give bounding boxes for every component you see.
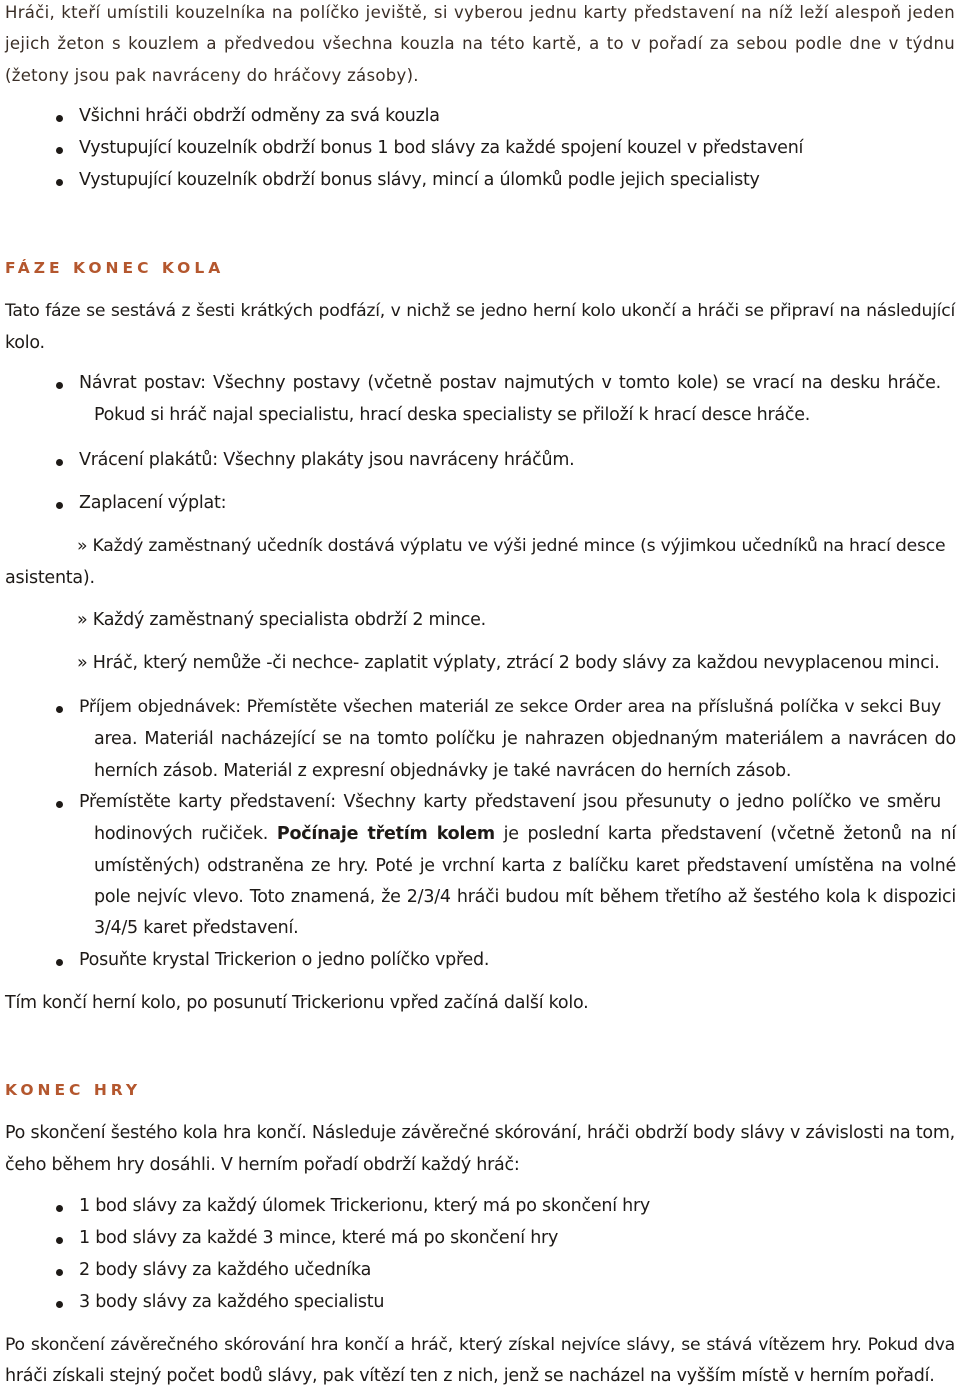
bullet-icon (56, 1301, 63, 1308)
return-posters: Vrácení plakátů: Všechny plakáty jsou navráceny hráčům. (79, 450, 575, 470)
advance-crystal: Posuňte krystal Trickerion o jedno políčko vpřed. (79, 950, 490, 970)
return-characters-line-1: Návrat postav: Všechny postavy (včetně postav najmutých v tomto kole) se vrací na desku hráče. (79, 373, 941, 393)
move-cards-line-1: Přemístěte karty představení: Všechny karty představení jsou přesunuty o jedno políčko ve směru (79, 792, 941, 812)
performance-bullet-1: Všichni hráči obdrží odměny za svá kouzla (79, 106, 440, 126)
end-game-intro-line-1: Po skončení šestého kola hra končí. Následuje závěrečné skórování, hráči obdrží body slávy v závislosti na tom, (5, 1123, 955, 1143)
receive-orders-line-1: Příjem objednávek: Přemístěte všechen materiál ze sekce Order area na příslušná políčka v sekci Buy (79, 697, 941, 717)
wage-sub-3: » Hráč, který nemůže -či nechce- zaplatit výplaty, ztrácí 2 body slávy za každou nevyplacenou minci. (77, 653, 940, 673)
scoring-bullet-3: 2 body slávy za každého učedníka (79, 1260, 372, 1280)
performance-bullet-2: Vystupující kouzelník obdrží bonus 1 bod slávy za každé spojení kouzel v představení (79, 138, 804, 158)
move-cards-line-2-pre: hodinových ručiček. (94, 824, 269, 844)
end-round-intro-line-2: kolo. (5, 333, 45, 353)
end-game-closing-line-2: hráči získali stejný počet bodů slávy, pak vítězí ten z nich, jenž se nacházel na vyšším místě v herním pořadí. (5, 1366, 935, 1386)
end-round-closing: Tím končí herní kolo, po posunutí Trickerionu vpřed začíná další kolo. (5, 993, 589, 1013)
intro-line-1: Hráči, kteří umístili kouzelníka na políčko jeviště, si vyberou jednu karty představení na níž leží alespoň jeden (5, 3, 955, 22)
return-characters-line-2: Pokud si hráč najal specialistu, hrací deska specialisty se přiloží k hrací desce hráče. (94, 405, 811, 425)
intro-line-2: jejich žeton s kouzlem a předvedou všechna kouzla na této kartě, a to v pořadí za sebou podle dne v týdnu (5, 34, 955, 53)
end-round-intro-line-1: Tato fáze se sestává z šesti krátkých podfází, v nichž se jedno herní kolo ukončí a hráči se připraví na následující (5, 301, 955, 321)
performance-bullet-3: Vystupující kouzelník obdrží bonus slávy, mincí a úlomků podle jejich specialisty (79, 170, 760, 190)
wage-sub-1-line-1: » Každý zaměstnaný učedník dostává výplatu ve výši jedné mince (s výjimkou učedníků na hrací desce (77, 536, 946, 556)
end-game-intro-line-2: čeho během hry dosáhli. V herním pořadí obdrží každý hráč: (5, 1155, 520, 1175)
intro-line-3: (žetony jsou pak navráceny do hráčovy zásoby). (5, 66, 419, 85)
bullet-icon (56, 115, 63, 122)
bullet-icon (56, 459, 63, 466)
bullet-icon (56, 147, 63, 154)
bullet-icon (56, 706, 63, 713)
move-cards-line-4: pole nejvíc vlevo. Toto znamená, že 2/3/4 hráči budou mít během třetího až šestého kola k dispozici (94, 887, 956, 907)
bullet-icon (56, 382, 63, 389)
scoring-bullet-4: 3 body slávy za každého specialistu (79, 1292, 385, 1312)
move-cards-line-5: 3/4/5 karet představení. (94, 918, 299, 938)
bullet-icon (56, 1205, 63, 1212)
bullet-icon (56, 801, 63, 808)
bullet-icon (56, 959, 63, 966)
wage-sub-2: » Každý zaměstnaný specialista obdrží 2 mince. (77, 610, 486, 630)
move-cards-line-2-post: je poslední karta představení (včetně žetonů na ní (503, 824, 956, 844)
bullet-icon (56, 1237, 63, 1244)
pay-wages: Zaplacení výplat: (79, 493, 227, 513)
bullet-icon (56, 1269, 63, 1276)
bullet-icon (56, 179, 63, 186)
wage-sub-1-line-2: asistenta). (5, 568, 95, 588)
end-game-closing-line-1: Po skončení závěrečného skórování hra končí a hráč, který získal nejvíce slávy, se stává vítězem hry. Pokud dva (5, 1335, 955, 1355)
section-heading-end-round: FÁZE KONEC KOLA (5, 259, 225, 277)
bullet-icon (56, 502, 63, 509)
section-heading-end-game: KONEC HRY (5, 1081, 142, 1099)
move-cards-line-2 (94, 824, 956, 844)
receive-orders-line-3: herních zásob. Materiál z expresní objednávky je také navrácen do herních zásob. (94, 761, 792, 781)
move-cards-line-3: umístěných) odstraněna ze hry. Poté je vrchní karta z balíčku karet představení umístěna na volné (94, 856, 956, 876)
move-cards-line-2-bold: Počínaje třetím kolem (276, 824, 495, 844)
scoring-bullet-2: 1 bod slávy za každé 3 mince, které má po skončení hry (79, 1228, 559, 1248)
scoring-bullet-1: 1 bod slávy za každý úlomek Trickerionu, který má po skončení hry (79, 1196, 651, 1216)
receive-orders-line-2: area. Materiál nacházející se na tomto políčku je nahrazen objednaným materiálem a navrácen do (94, 729, 956, 749)
